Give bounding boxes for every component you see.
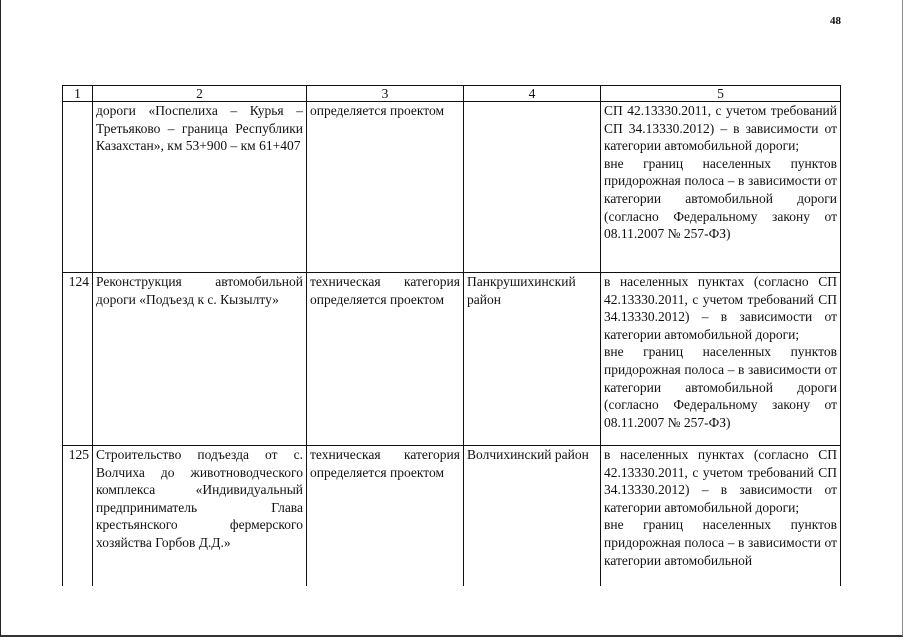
category: техническая категория определяется проектом [307,273,464,446]
row-number: 125 [63,446,93,587]
header-cell-5: 5 [601,86,841,102]
requirements: в населенных пунктах (согласно СП 42.13330.2011, с учетом требований СП 34.13330.2012) – в зависимости от категории автомобильной дороги; вне границ населенных пунктов придорожная полоса – в зависимости от категории автомобильной дороги (согласно Федеральному закону от 08.11.2007 № 257-ФЗ) [601,273,841,446]
district [464,102,601,273]
district: Волчихинский район [464,446,601,587]
category: определяется проектом [307,102,464,273]
table-row [63,102,841,273]
object-name: Строительство подъезда от с. Волчиха до животноводческого комплекса «Индивидуальный предприниматель Глава крестьянского фермерского хозяйства Горбов Д.Д.» [93,446,307,587]
requirements: СП 42.13330.2011, с учетом требований СП 34.13330.2012) – в зависимости от категории автомобильной дороги; вне границ населенных пунктов придорожная полоса – в зависимости от категории автомобильной дороги (согласно Федеральному закону от 08.11.2007 № 257-ФЗ) [601,102,841,273]
row-number: 124 [63,273,93,446]
row-number [63,102,93,273]
object-name: Реконструкция автомобильной дороги «Подъезд к с. Кызылту» [93,273,307,446]
header-cell-2: 2 [93,86,307,102]
header-row [63,86,841,102]
category: техническая категория определяется проектом [307,446,464,587]
page-number: 48 [830,15,841,27]
district: Панкрушихинский район [464,273,601,446]
header-cell-1: 1 [63,86,93,102]
header-cell-4: 4 [464,86,601,102]
table-row [63,446,841,587]
roads-table [62,85,841,586]
object-name: дороги «Поспелиха – Курья – Третьяково – граница Республики Казахстан», км 53+900 – км 61+407 [93,102,307,273]
table-row [63,273,841,446]
requirements: в населенных пунктах (согласно СП 42.13330.2011, с учетом требований СП 34.13330.2012) – в зависимости от категории автомобильной дороги; вне границ населенных пунктов придорожная полоса – в зависимости от категории автомобильной [601,446,841,587]
header-cell-3: 3 [307,86,464,102]
